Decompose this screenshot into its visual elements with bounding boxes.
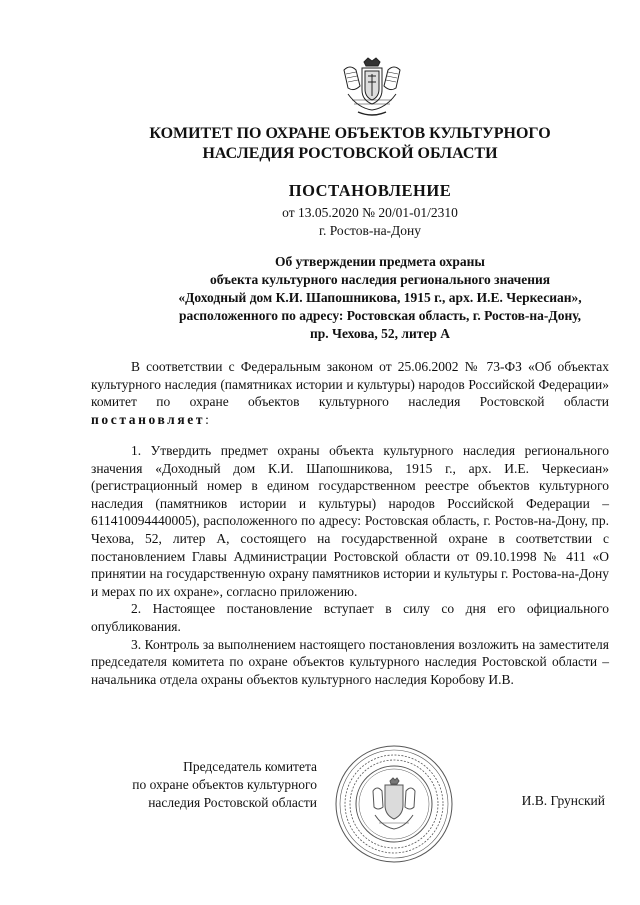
- item-2: 2. Настоящее постановление вступает в силу со дня его официального опубликования.: [91, 601, 609, 634]
- item-1: 1. Утвердить предмет охраны объекта культурного наследия регионального значения «Доходный дом К.И. Шапошникова, 1915 г., арх. И.Е. Черкесиан» (регистрационный номер в едином государственном реестре объектов культурного наследия (памятников истории и культуры) народов Российской Федерации – 611410094440005), расположенного по адресу: Ростовская область, г. Ростов-на-Дону, пр. Чехова, 52, литер А, состоящего на государственной охране в соответствии с постановлением Главы Администрации Ростовской области от 09.10.1998 № 411 «О принятии на государственную охрану памятников истории и культуры г. Ростова-на-Дону и мерах по их охране», согласно приложению.: [91, 443, 609, 599]
- coat-of-arms-icon: [338, 56, 406, 118]
- decree-date-number: от 13.05.2020 № 20/01-01/2310: [282, 205, 458, 220]
- subject-line-5: пр. Чехова, 52, литер А: [310, 326, 450, 341]
- signatory-position: [82, 758, 317, 812]
- committee-line-1: КОМИТЕТ ПО ОХРАНЕ ОБЪЕКТОВ КУЛЬТУРНОГО: [149, 125, 551, 142]
- subject-line-4: расположенного по адресу: Ростовская область, г. Ростов-на-Дону,: [178, 308, 582, 323]
- committee-name: [60, 124, 640, 164]
- subject-line-3: «Доходный дом К.И. Шапошникова, 1915 г., арх. И.Е. Черкесиан»,: [178, 290, 582, 305]
- decree-items: [91, 442, 609, 688]
- resolves-word: постановляет: [91, 411, 206, 427]
- subject-line-1: Об утверждении предмета охраны: [275, 254, 485, 269]
- decree-title: ПОСТАНОВЛЕНИЕ: [288, 181, 452, 200]
- decree-subject: [100, 253, 640, 343]
- position-line-3: наследия Ростовской области: [148, 795, 317, 810]
- decree-city: г. Ростов-на-Дону: [318, 223, 421, 238]
- preamble: [91, 358, 609, 428]
- position-line-1: Председатель комитета: [183, 759, 317, 774]
- item-3: 3. Контроль за выполнением настоящего постановления возложить на заместителя председателя комитета по охране объектов культурного наследия Ростовской области – начальника отдела охраны объектов культурного наследия Коробову И.В.: [91, 636, 609, 687]
- preamble-colon: :: [205, 411, 209, 427]
- signatory-name: И.В. Грунский: [521, 793, 605, 808]
- committee-line-2: НАСЛЕДИЯ РОСТОВСКОЙ ОБЛАСТИ: [202, 145, 498, 162]
- preamble-paragraph: [91, 358, 609, 428]
- position-line-2: по охране объектов культурного: [132, 777, 317, 792]
- official-seal-icon: [333, 743, 455, 865]
- preamble-text: В соответствии с Федеральным законом от 25.06.2002 № 73-ФЗ «Об объектах культурного наследия (памятниках истории и культуры) народов Российской Федерации» комитет по охране объектов культурного наследия Ростовской области: [91, 359, 609, 410]
- subject-line-2: объекта культурного наследия регионального значения: [209, 272, 551, 287]
